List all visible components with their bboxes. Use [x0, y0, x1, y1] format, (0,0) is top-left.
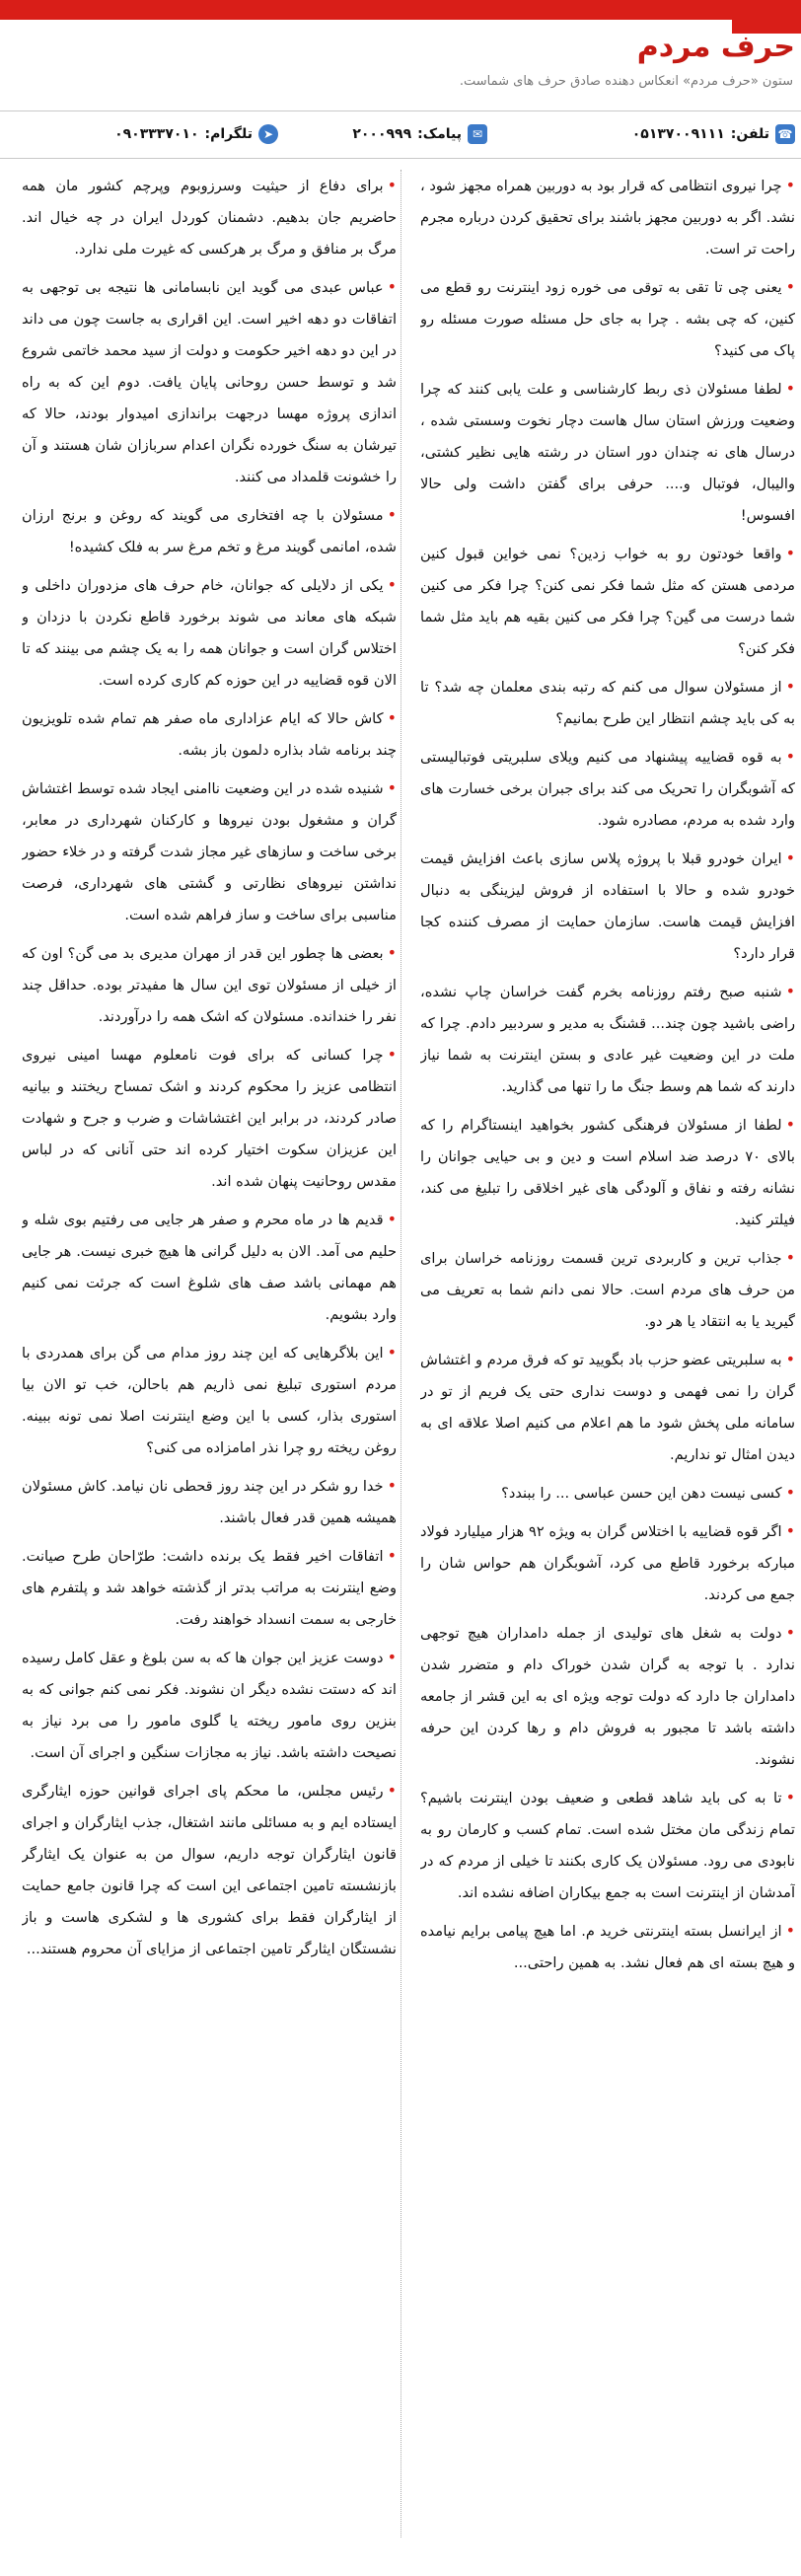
comment-text: از مسئولان سوال می کنم که رتبه بندی معلمان چه شد؟ تا به کی باید چشم انتظار این طرح بمانیم؟ — [420, 679, 795, 727]
comment-text: به سلبریتی عضو حزب باد بگویید تو که فرق مردم و اغتشاش گران را نمی فهمی و دوست نداری حتی یک فریم از تو در سامانه ملی پخش شود ما هم اعلام می کنیم اصلا علاقه ای به دیدن امثال تو نداریم. — [420, 1352, 795, 1463]
sms-contact — [352, 124, 487, 144]
contact-bar — [0, 116, 801, 156]
comment-text: کسی نیست دهن این حسن عباسی ... را ببندد؟ — [501, 1485, 782, 1502]
comment-text: واقعا خودتون رو به خواب زدین؟ نمی خواین قبول کنین مردمی هستن که مثل شما فکر نمی کنن؟ چرا فکر می کنین شما درست می گین؟ چرا فکر می کنین بقیه هم باید مثل شما فکر کنن؟ — [420, 546, 795, 657]
bullet-icon: • — [387, 1476, 397, 1495]
telegram-label: تلگرام: — [204, 126, 253, 142]
comment-text: به قوه قضاییه پیشنهاد می کنیم ویلای سلبریتی فوتبالیستی که آشوبگران را تحریک می کند برای جبران برخی خسارت های وارد شده به مردم، مصادره شود. — [420, 749, 795, 829]
bullet-icon: • — [785, 1788, 795, 1806]
bullet-icon: • — [387, 943, 397, 962]
comment-item — [420, 1477, 795, 1509]
comment-text: اگر قوه قضاییه با اختلاس گران به ویژه ۹۲ هزار میلیارد فولاد مبارکه برخورد قاطع می کرد، آشوبگران هم حواس شان را جمع می کردند. — [420, 1523, 795, 1603]
header-divider — [0, 110, 801, 111]
page-title: حرف مردم — [636, 30, 795, 64]
phone-value: ۰۵۱۳۷۰۰۹۱۱۱ — [631, 126, 725, 142]
comment-text: دولت به شغل های تولیدی از جمله دامداران هیچ توجهی ندارد . با توجه به گران شدن خوراک دام و متضرر شدن دامداران جا دارد که دولت توجه ویژه ای به این قشر از جامعه داشته باشد تا مجبور به فروش دام و رها کردن این حرفه نشوند. — [420, 1625, 795, 1768]
sms-value: ۲۰۰۰۹۹۹ — [352, 126, 412, 142]
comment-text: عباس عبدی می گوید این نابسامانی ها نتیجه بی توجهی به اتفاقات دو دهه اخیر است. این اقراری به جاست چون می داند در این دو دهه اخیر حکومت و دولت از سید محمد خاتمی شروع شد و توسط حسن روحانی پایان یافت. دوم این که به راه اندازی پروژه مهسا درجهت براندازی امیدوار بودند، حالا که تیرشان به سنگ خورده نگران اعدام سربازان شان هستند و آن را خشونت قلمداد می کنند. — [22, 279, 397, 485]
phone-icon: ☎ — [775, 124, 795, 144]
comment-item — [22, 170, 397, 265]
bullet-icon: • — [785, 1248, 795, 1267]
comment-text: برای دفاع از حیثیت وسرزوبوم وپرچم کشور مان همه حاضریم جان بدهیم. دشمنان کوردل ایران در چه خیال اند. مرگ بر منافق و مرگ بر هرکسی که غیرت ملی ندارد. — [22, 178, 397, 258]
bullet-icon: • — [387, 1343, 397, 1362]
comment-item — [22, 1470, 397, 1534]
bullet-icon: • — [387, 1648, 397, 1666]
comment-text: چرا کسانی که برای فوت نامعلوم مهسا امینی نیروی انتظامی عزیز را محکوم کردند و اشک تمساح ریختند و بیانیه صادر کردند، در برابر این اغتشاشات و ضرب و جرح و شهادت این عزیزان سکوت اختیار کرده اند حتی آنانی که در لباس مقدس روحانیت پنهان شده اند. — [22, 1047, 397, 1190]
bullet-icon: • — [785, 677, 795, 696]
bullet-icon: • — [785, 848, 795, 867]
page-subtitle: ستون «حرف مردم» انعکاس دهنده صادق حرف های شماست. — [459, 74, 793, 89]
bullet-icon: • — [387, 1045, 397, 1064]
comment-text: این بلاگرهایی که این چند روز مدام می گن برای همدردی با مردم استوری تبلیغ نمی ذاریم هم باحالن، خب تو الان بیا استوری بذار، کسی با این وضع اینترنت اصلا نمی تونه ببینه. روغن ریخته رو چرا نذر امامزاده می کنی؟ — [22, 1345, 397, 1456]
phone-contact — [632, 124, 795, 144]
bullet-icon: • — [387, 778, 397, 797]
right-column — [420, 170, 795, 2557]
top-accent-bar — [0, 0, 801, 20]
comment-text: دوست عزیز این جوان ها که به سن بلوغ و عقل کامل رسیده اند که دستت نشده دیگر ان نشوند. فکر نمی کنم جوانی که به بنزین روی مامور ریخته یا گلوی مامور را می برد نیاز به نصیحت داشته باشد. نیاز به مجازات سنگین و اجرای آن است. — [22, 1650, 397, 1761]
comment-item — [420, 741, 795, 837]
comment-text: قدیم ها در ماه محرم و صفر هر جایی می رفتیم بوی شله و حلیم می آمد. الان به دلیل گرانی ها هیچ خبری نیست. هر جایی هم مهمانی باشد صف های شلوغ است که جرئت نمی کنیم وارد بشویم. — [22, 1212, 397, 1323]
comment-text: خدا رو شکر در این چند روز قحطی نان نیامد. کاش مسئولان همیشه همین قدر فعال باشند. — [22, 1478, 397, 1526]
bullet-icon: • — [387, 708, 397, 727]
comment-item — [420, 538, 795, 665]
comment-text: شنیده شده در این وضعیت ناامنی ایجاد شده توسط اغتشاش گران و مشغول بودن نیروها و کارکنان شهرداری در معابر، برخی ساخت و سازهای غیر مجاز شدت گرفته و در خلاء حضور نداشتن نیروهای نظارتی و گشتی های شهرداری، فرصت مناسبی برای ساخت و ساز فراهم شده است. — [22, 780, 397, 923]
comment-text: لطفا از مسئولان فرهنگی کشور بخواهید اینستاگرام را که بالای ۷۰ درصد ضد اسلام است و دین و بی حیایی جوانان را نشانه رفته و نفاق و آلودگی های غیر اخلاقی را تبلیغ می کند، فیلتر کنید. — [420, 1117, 795, 1228]
comment-item — [420, 1782, 795, 1909]
telegram-value: ۰۹۰۳۳۳۷۰۱۰ — [114, 126, 199, 142]
comment-item — [420, 1617, 795, 1776]
comment-text: بعضی ها چطور این قدر از مهران مدیری بد می گن؟ اون که از خیلی از مسئولان توی این سال ها مفیدتر بوده. حداقل چند نفر را خندانده. مسئولان که اشک همه را درآوردند. — [22, 945, 397, 1025]
bullet-icon: • — [387, 1210, 397, 1228]
comment-text: اتفاقات اخیر فقط یک برنده داشت: طرّاحان طرح صیانت. وضع اینترنت به مراتب بدتر از گذشته خواهد شد و پلتفرم های خارجی به سمت انسداد خواهند رفت. — [22, 1548, 397, 1628]
comment-text: یعنی چی تا تقی به توقی می خوره زود اینترنت رو قطع می کنین، که چی بشه . چرا به جای حل مسئله صورت مسئله رو پاک می کنید؟ — [420, 279, 795, 359]
comment-item — [420, 271, 795, 367]
comment-item — [22, 569, 397, 697]
telegram-icon: ➤ — [258, 124, 278, 144]
bullet-icon: • — [387, 1546, 397, 1565]
sms-icon: ✉ — [468, 124, 487, 144]
comment-item — [22, 1642, 397, 1769]
bullet-icon: • — [785, 1350, 795, 1368]
comment-item — [420, 1915, 795, 1979]
comment-text: کاش حالا که ایام عزاداری ماه صفر هم تمام شده تلویزیون چند برنامه شاد بذاره دلمون باز بشه. — [22, 710, 397, 759]
bullet-icon: • — [785, 277, 795, 296]
bullet-icon: • — [785, 176, 795, 194]
comment-item — [22, 773, 397, 931]
comment-item — [420, 373, 795, 532]
comment-item — [22, 1337, 397, 1464]
comment-item — [420, 1109, 795, 1236]
comments-columns — [0, 170, 801, 2557]
bullet-icon: • — [785, 544, 795, 562]
comment-text: یکی از دلایلی که جوانان، خام حرف های مزدوران داخلی و شبکه های معاند می شوند برخورد قاطع نکردن با دزدان و اختلاس گران است و جوانان همه را به یک چشم می بینند که تا الان قوه قضاییه در این حوزه کم کاری کرده است. — [22, 577, 397, 689]
comment-text: چرا نیروی انتظامی که قرار بود به دوربین همراه مجهز شود ، نشد. اگر به دوربین مجهز باشند برای تحقیق کردن درباره مجرم راحت تر است. — [420, 178, 795, 258]
sms-label: پیامک: — [417, 126, 462, 142]
bullet-icon: • — [785, 1623, 795, 1642]
bullet-icon: • — [387, 1781, 397, 1800]
comment-item — [420, 976, 795, 1103]
comment-item — [22, 499, 397, 563]
comment-item — [420, 671, 795, 735]
contact-divider — [0, 158, 801, 159]
comment-item — [22, 1039, 397, 1198]
comment-item — [22, 702, 397, 767]
comment-item — [420, 170, 795, 265]
comment-item — [420, 1515, 795, 1611]
comment-item — [22, 271, 397, 493]
phone-label: تلفن: — [730, 126, 769, 142]
comment-text: لطفا مسئولان ذی ربط کارشناسی و علت یابی کنند که چرا وضعیت ورزش استان سال هاست دچار نخوت وسستی شده ، درسال های نه چندان دور استان در رشته هایی نظیر کشتی، والیبال، فوتبال و.... حرفی برای گفتن داشت ولی حالا افسوس! — [420, 381, 795, 524]
comment-item — [420, 1344, 795, 1471]
bullet-icon: • — [785, 747, 795, 766]
bullet-icon: • — [785, 1115, 795, 1134]
comment-item — [22, 1204, 397, 1331]
bullet-icon: • — [785, 1921, 795, 1940]
comment-text: مسئولان با چه افتخاری می گویند که روغن و برنج ارزان شده، امانمی گویند مرغ و تخم مرغ سر به فلک کشیده! — [22, 507, 397, 555]
bullet-icon: • — [387, 176, 397, 194]
bullet-icon: • — [387, 575, 397, 594]
bullet-icon: • — [387, 277, 397, 296]
bullet-icon: • — [785, 982, 795, 1000]
comment-text: ایران خودرو قبلا با پروژه پلاس سازی باعث افزایش قیمت خودرو شده و حالا با استفاده از فروش لیزینگی به دنبال افزایش قیمت هاست. سازمان حمایت از مصرف کننده کجا قرار دارد؟ — [420, 850, 795, 962]
comment-item — [420, 843, 795, 970]
bullet-icon: • — [785, 1483, 795, 1502]
comment-item — [420, 1242, 795, 1338]
comment-item — [22, 937, 397, 1033]
comment-text: جذاب ترین و کاربردی ترین قسمت روزنامه خراسان برای من حرف های مردم است. حالا نمی دانم شما به تعریف می گیرید یا به انتقاد یا هر دو. — [420, 1250, 795, 1330]
comment-text: تا به کی باید شاهد قطعی و ضعیف بودن اینترنت باشیم؟ تمام زندگی مان مختل شده است. تمام کسب و کارمان رو به نابودی می رود. مسئولان یک کاری بکنند تا خیلی از مردم که در آمدشان از اینترنت است به جمع بیکاران اضافه نشده اند. — [420, 1790, 795, 1901]
comment-text: از ایرانسل بسته اینترنتی خرید م. اما هیچ پیامی برایم نیامده و هیچ بسته ای هم فعال نشد. به همین راحتی... — [420, 1923, 795, 1971]
left-column — [22, 170, 397, 2557]
telegram-contact — [114, 124, 278, 144]
comment-text: رئیس مجلس، ما محکم پای اجرای قوانین حوزه ایثارگری ایستاده ایم و به مسائلی مانند اشتغال، جذب ایثارگران و اجرای قانون ایثارگران توجه داریم، سوال من به عنوان یک ایثارگر بازنشسته تامین اجتماعی این است که چرا قانون جامع حمایت از ایثارگران فقط برای کشوری ها و لشکری هاست و باز نشستگان ایثارگر تامین اجتماعی از مزایای آن محروم هستند... — [22, 1783, 397, 1957]
bullet-icon: • — [785, 379, 795, 398]
page-header — [0, 20, 801, 118]
comment-item — [22, 1775, 397, 1965]
comment-text: شنبه صبح رفتم روزنامه بخرم گفت خراسان چاپ نشده، راضی باشید چون چند... قشنگ به مدیر و سردبیر دادم. چرا که ملت در این وضعیت غیر عادی و بستن اینترنت به شما نیاز دارند که شما هم وسط جنگ ما را تنها می گذارید. — [420, 984, 795, 1095]
bullet-icon: • — [785, 1521, 795, 1540]
comment-item — [22, 1540, 397, 1636]
bullet-icon: • — [387, 505, 397, 524]
